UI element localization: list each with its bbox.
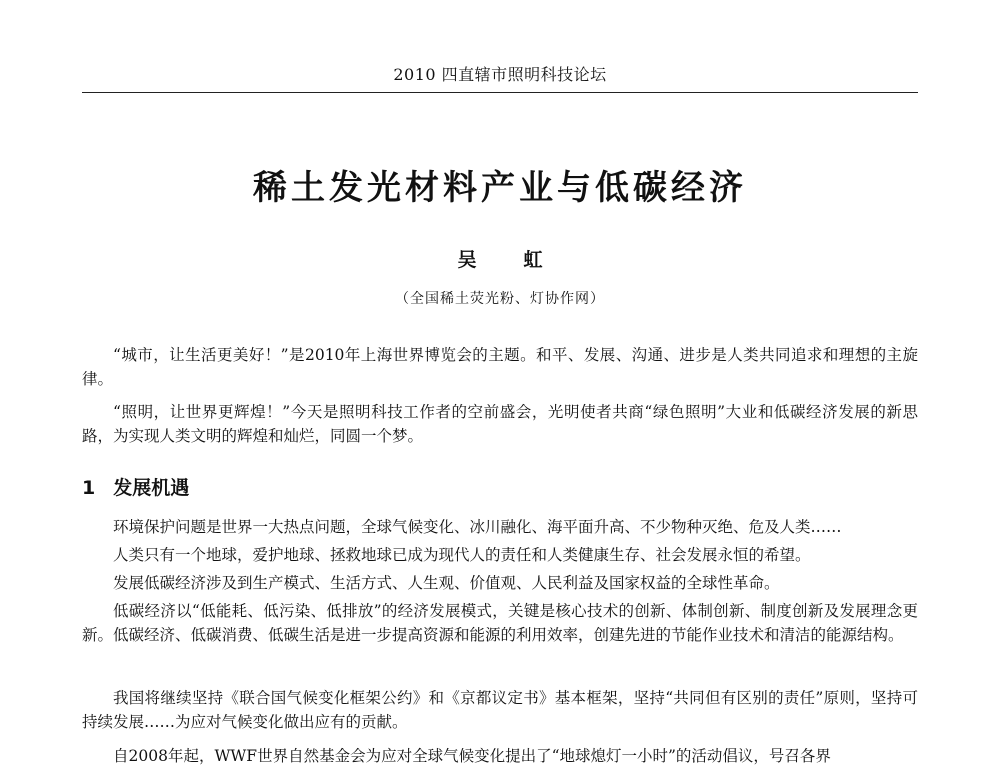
header-rule (82, 92, 918, 93)
article-title: 稀土发光材料产业与低碳经济 (253, 168, 747, 208)
body-paragraph: 自2008年起，WWF世界自然基金会为应对全球气候变化提出了“地球熄灯一小时”的活动倡议，号召各界 (113, 747, 831, 765)
author-affiliation: （全国稀土荧光粉、灯协作网） (395, 291, 605, 307)
section-title: 发展机遇 (113, 477, 190, 499)
intro-paragraph: “城市，让生活更美好！”是2010年上海世界博览会的主题。和平、发展、沟通、进步是人类共同追求和理想的主旋律。 (82, 346, 918, 388)
body-paragraph: 环境保护问题是世界一大热点问题，全球气候变化、冰川融化、海平面升高、不少物种灭绝、危及人类…… (113, 518, 842, 536)
running-header: 2010 四直辖市照明科技论坛 (393, 65, 607, 84)
body-paragraph: 人类只有一个地球，爱护地球、拯救地球已成为现代人的责任和人类健康生存、社会发展永恒的希望。 (113, 546, 811, 564)
section-number: 1 (82, 477, 96, 499)
intro-paragraph: “照明，让世界更辉煌！”今天是照明科技工作者的空前盛会，光明使者共商“绿色照明”大业和低碳经济发展的新思路，为实现人类文明的辉煌和灿烂，同圆一个梦。 (82, 403, 918, 445)
author-name: 吴 虹 (457, 249, 557, 271)
body-paragraph: 发展低碳经济涉及到生产模式、生活方式、人生观、价值观、人民利益及国家权益的全球性革命。 (113, 574, 780, 592)
body-paragraph: 我国将继续坚持《联合国气候变化框架公约》和《京都议定书》基本框架，坚持“共同但有区别的责任”原则，坚持可持续发展……为应对气候变化做出应有的贡献。 (82, 689, 918, 731)
section-heading (82, 473, 189, 500)
body-paragraph: 低碳经济以“低能耗、低污染、低排放”的经济发展模式，关键是核心技术的创新、体制创新、制度创新及发展理念更新。低碳经济、低碳消费、低碳生活是进一步提高资源和能源的利用效率，创建先进的节能作业技术和清洁的能源结构。 (82, 602, 918, 644)
